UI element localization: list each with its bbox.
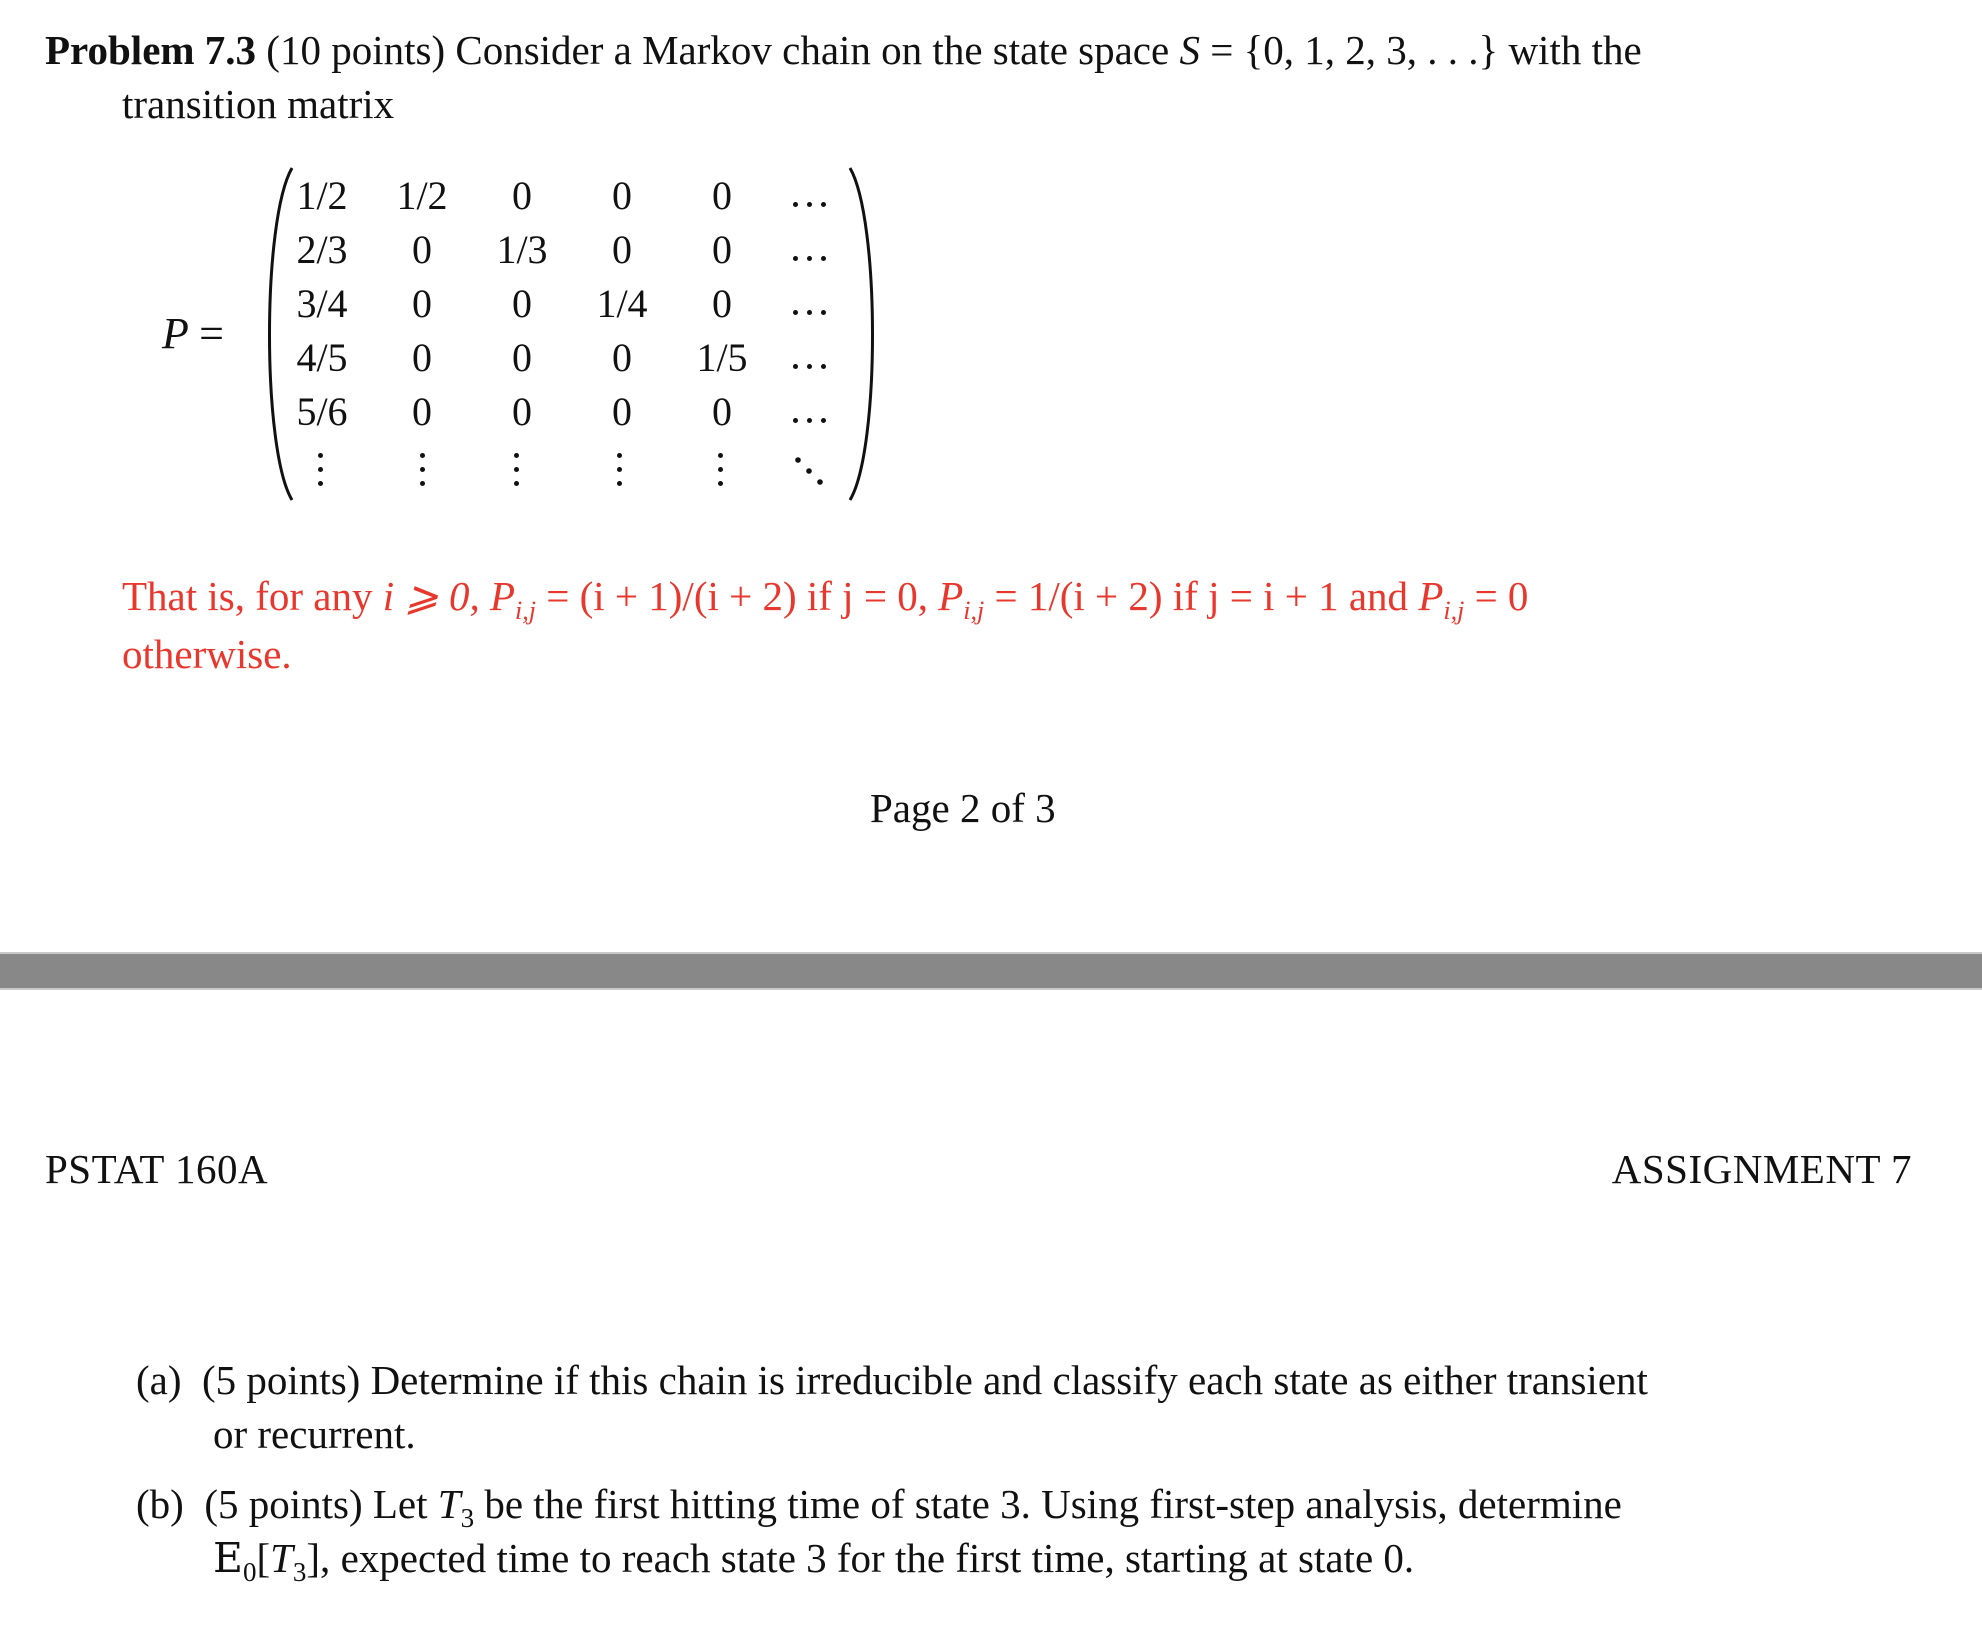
matrix-cell: 0 — [612, 335, 632, 380]
state-symbol: S — [1179, 27, 1200, 73]
matrix-cell: 0 — [712, 389, 732, 434]
matrix-cell: 0 — [412, 335, 432, 380]
matrix-cell: 2/3 — [296, 227, 348, 272]
problem-points: (10 points) — [266, 27, 446, 73]
hdots-row1 — [793, 194, 835, 212]
part-b-E-T: T — [270, 1535, 293, 1581]
part-b-label: (b) — [136, 1481, 184, 1527]
part-b-line1 — [136, 1480, 1622, 1534]
part-b-line2-text: expected time to reach state 3 for the first time, starting at state 0. — [340, 1535, 1415, 1581]
matrix-equals: = — [199, 309, 224, 358]
matrix-cell: 0 — [712, 281, 732, 326]
clarification-text-f: = 1/(i + 2) if j = i + 1 and — [994, 573, 1409, 619]
problem-intro-end: with the — [1508, 27, 1642, 73]
clarification-text-d: = (i + 1)/(i + 2) if j = 0, — [546, 573, 928, 619]
vdots-col1 — [318, 453, 324, 495]
state-set: = {0, 1, 2, 3, . . .} — [1210, 27, 1499, 73]
matrix-cell: 1/2 — [396, 173, 448, 218]
clarification-P2: P — [938, 573, 964, 619]
matrix-cell: 1/5 — [696, 335, 748, 380]
matrix-cell: 3/4 — [296, 281, 348, 326]
matrix-cell: 0 — [712, 173, 732, 218]
matrix-cell: 1/3 — [496, 227, 548, 272]
matrix-cell: 0 — [412, 281, 432, 326]
matrix-cell: 5/6 — [296, 389, 348, 434]
part-a-line2: or recurrent. — [213, 1411, 416, 1457]
hdots-row5 — [793, 410, 835, 428]
hdots-row2 — [793, 248, 835, 266]
clarification-P1: P — [489, 573, 516, 619]
clarification-sub3: i,j — [1443, 596, 1465, 626]
part-a-text: Determine if this chain is irreducible and classify each state as either transient — [370, 1357, 1648, 1403]
clarification-cond: i ⩾ 0, — [382, 573, 480, 619]
problem-continuation: transition matrix — [122, 81, 395, 127]
clarification-sub2: i,j — [963, 596, 985, 626]
clarification-line1 — [122, 572, 1528, 626]
assignment-header: ASSIGNMENT 7 — [1611, 1146, 1912, 1192]
problem-heading: Problem 7.3 — [45, 27, 257, 73]
hdots-row3 — [793, 302, 835, 320]
vdots-col4 — [617, 453, 623, 495]
part-b-points: (5 points) — [204, 1481, 363, 1527]
matrix-cell: 0 — [512, 335, 532, 380]
page-divider — [0, 952, 1982, 990]
page-number: Page 2 of 3 — [870, 785, 1056, 831]
part-b-T-sub: 3 — [460, 1503, 475, 1534]
problem-intro: Consider a Markov chain on the state space — [455, 27, 1170, 73]
part-b-bracket-open: [ — [256, 1535, 271, 1581]
transition-matrix — [0, 0, 1982, 560]
part-b-line2 — [213, 1534, 1414, 1588]
clarification-sub1: i,j — [515, 596, 536, 626]
matrix-cell: 4/5 — [296, 335, 348, 380]
vdots-col3 — [514, 453, 520, 495]
matrix-cell: 0 — [512, 389, 532, 434]
part-b-E-sub: 0 — [242, 1557, 257, 1588]
matrix-parentheses — [0, 0, 1982, 560]
clarification-line2: otherwise. — [122, 631, 292, 677]
vdots-col2 — [420, 453, 426, 495]
matrix-cell: 0 — [512, 281, 532, 326]
matrix-cell: 0 — [412, 389, 432, 434]
clarification-text-a: That is, for any — [122, 573, 373, 619]
matrix-cell: 0 — [412, 227, 432, 272]
part-a-line1 — [136, 1356, 1648, 1404]
clarification-P3: P — [1418, 573, 1444, 619]
matrix-cell: 1/2 — [296, 173, 348, 218]
part-b-T: T — [437, 1481, 461, 1527]
part-a-label: (a) — [136, 1357, 182, 1403]
matrix-cell: 0 — [612, 173, 632, 218]
ddots — [793, 455, 853, 505]
part-a-points: (5 points) — [202, 1357, 361, 1403]
hdots-row4 — [793, 356, 835, 374]
matrix-cell: 0 — [712, 227, 732, 272]
matrix-cell: 0 — [612, 227, 632, 272]
course-header: PSTAT 160A — [45, 1146, 269, 1192]
vdots-col5 — [718, 453, 724, 495]
part-b-E: E — [213, 1534, 243, 1582]
clarification-text-h: = 0 — [1474, 573, 1529, 619]
matrix-cell: 1/4 — [596, 281, 648, 326]
matrix-cell: 0 — [612, 389, 632, 434]
part-b-text: be the first hitting time of state 3. Using first-step analysis, determine — [484, 1481, 1622, 1527]
part-b-E-T-sub: 3 — [292, 1557, 307, 1588]
matrix-symbol: P — [162, 309, 189, 358]
matrix-cell: 0 — [512, 173, 532, 218]
part-b-pre: Let — [372, 1481, 428, 1527]
part-b-bracket-close: ], — [306, 1535, 331, 1581]
